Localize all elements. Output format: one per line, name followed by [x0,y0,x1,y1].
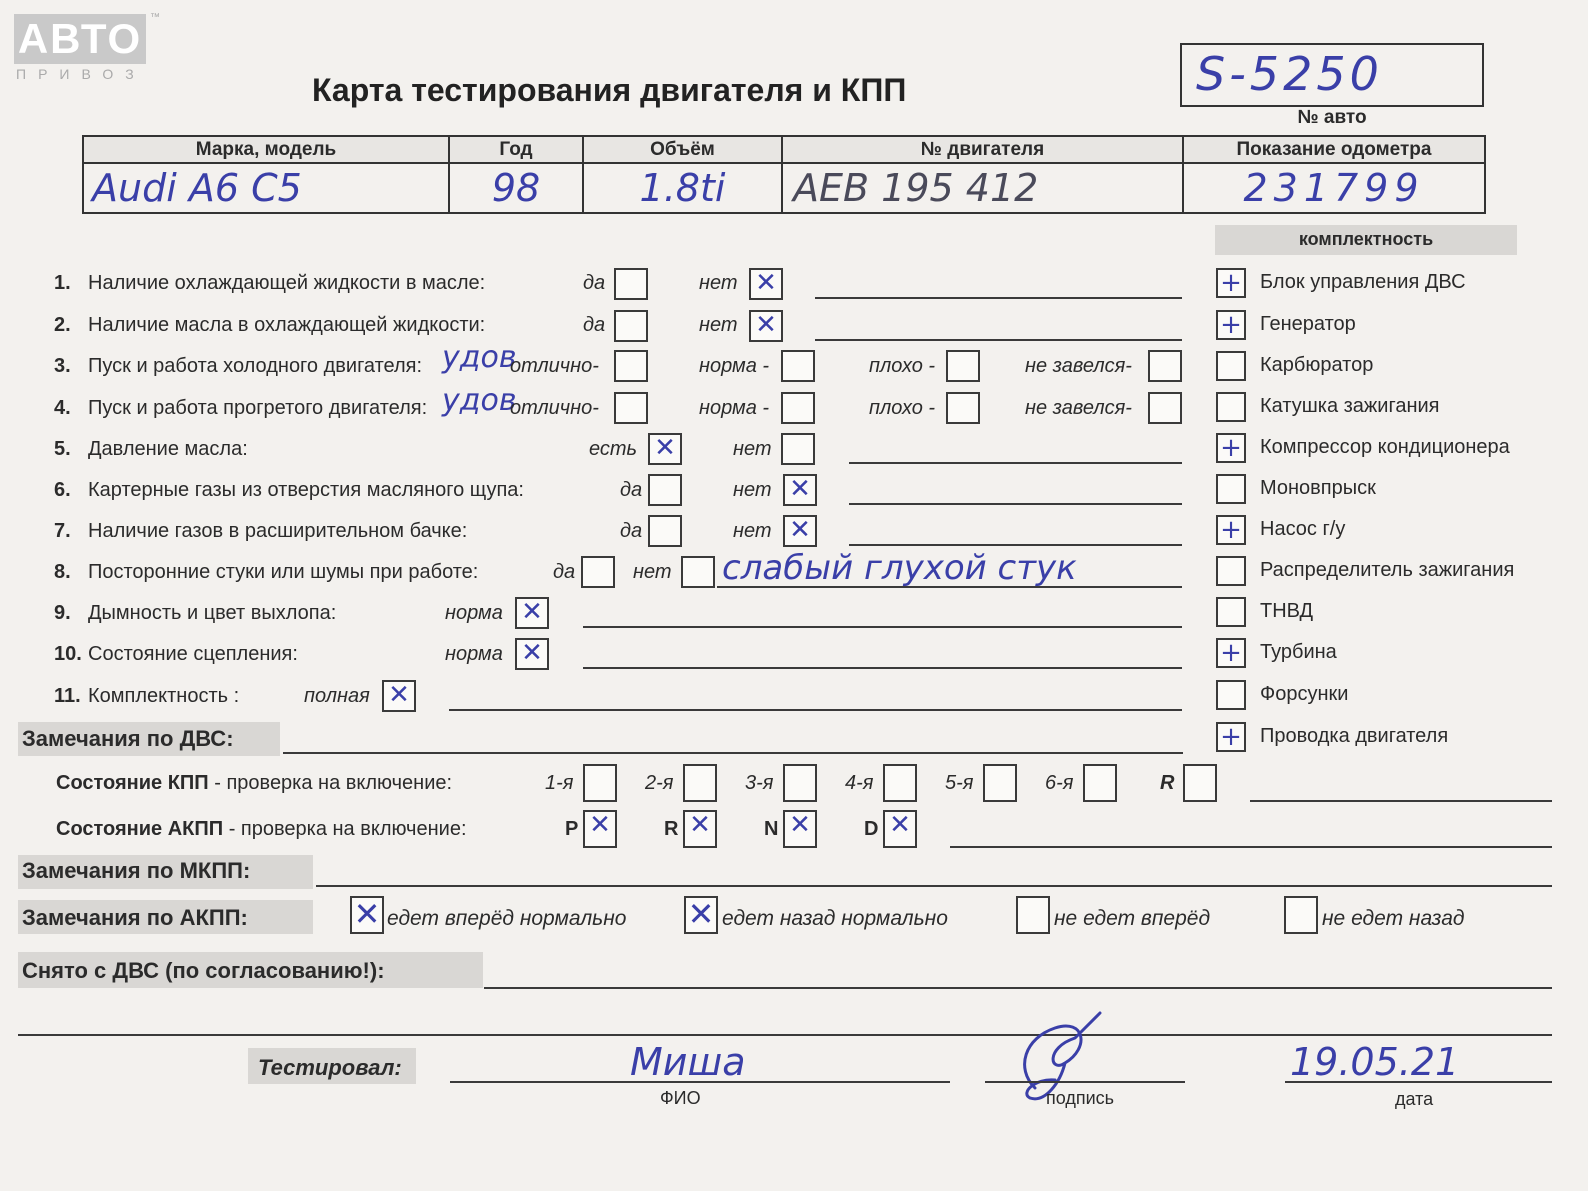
logo-tm: ™ [150,12,160,23]
opt-present-label: есть [589,438,638,460]
question-num: 2. [54,314,71,336]
page-title: Карта тестирования двигателя и КПП [312,72,907,108]
date-line [1285,1081,1552,1083]
akpp-no-backward-checkbox[interactable] [1284,896,1318,934]
signature-line [985,1081,1185,1083]
akpp-label: Состояние АКПП - проверка на включение: [56,818,467,840]
kpp-label: Состояние КПП - проверка на включение: [56,772,453,794]
q7-no-checkbox[interactable]: ✕ [783,515,817,547]
kit-checkbox[interactable] [1216,351,1246,381]
kpp-gear-checkbox[interactable] [1083,764,1117,802]
kit-label: Турбина [1260,641,1337,663]
gear-label: 1-я [545,772,574,794]
opt-no-label: нет [733,479,772,501]
remarks-dvs-line [283,752,1183,754]
akpp-backward-ok-checkbox[interactable]: ✕ [684,896,718,934]
q5-no-checkbox[interactable] [781,433,815,465]
opt-no-label: нет [733,520,772,542]
question-text: Посторонние стуки или шумы при работе: [88,561,479,583]
opt-no-label: нет [633,561,672,583]
remarks-dvs-label: Замечания по ДВС: [22,726,234,751]
q3-nostart-checkbox[interactable] [1148,350,1182,382]
akpp-gear-label: P [565,818,579,840]
akpp-gear-checkbox[interactable]: ✕ [583,810,617,848]
q4-nostart-checkbox[interactable] [1148,392,1182,424]
question-num: 6. [54,479,71,501]
remarks-akpp-label: Замечания по АКПП: [22,905,248,930]
kpp-gear-checkbox[interactable] [883,764,917,802]
question-num: 4. [54,397,71,419]
logo-sub: ПРИВОЗ [16,66,146,82]
kit-checkbox[interactable]: + [1216,722,1246,752]
signature-label: подпись [1046,1088,1115,1108]
question-text: Наличие газов в расширительном бачке: [88,520,468,542]
q2-note-line [815,339,1182,341]
question-num: 3. [54,355,71,377]
opt-norm-label: норма [445,602,503,624]
year-value: 98 [449,163,583,213]
test-date: 19.05.21 [1290,1040,1460,1084]
kit-label: Форсунки [1260,683,1349,705]
question-text: Пуск и работа прогретого двигателя: [88,397,428,419]
logo-main: АВТО [14,14,146,64]
make-model-value: Audi A6 C5 [83,163,449,213]
q1-no-checkbox[interactable]: ✕ [749,268,783,300]
removed-label: Снято с ДВС (по согласованию!): [22,958,385,983]
kit-label: Проводка двигателя [1260,725,1449,747]
opt-no-label: нет [699,272,738,294]
tested-by-label: Тестировал: [258,1055,402,1080]
kit-label: Компрессор кондиционера [1260,436,1510,458]
col-year: Год [449,136,583,163]
akpp-forward-ok-checkbox[interactable]: ✕ [350,896,384,934]
question-text: Наличие охлаждающей жидкости в масле: [88,272,486,294]
kit-checkbox[interactable] [1216,474,1246,504]
kpp-gear-checkbox[interactable] [583,764,617,802]
opt-yes-label: да [583,314,606,336]
q7-yes-checkbox[interactable] [648,515,682,547]
question-text: Дымность и цвет выхлопа: [88,602,337,624]
remarks-mkpp-label: Замечания по МКПП: [22,858,251,883]
question-num: 5. [54,438,71,460]
kit-title: комплектность [1298,229,1434,249]
q3-bad-checkbox[interactable] [946,350,980,382]
avto-privoz-logo [14,14,146,82]
q8-yes-checkbox[interactable] [581,556,615,588]
kit-label: Карбюратор [1260,354,1374,376]
opt-bad-label: плохо - [869,397,936,419]
opt-nostart-label: не завелся- [1025,397,1132,419]
q3-excellent-checkbox[interactable] [614,350,648,382]
akpp-note-line [950,846,1552,848]
car-number-box [1180,43,1484,107]
col-make-model: Марка, модель [83,136,449,163]
car-number: S-5250 [1196,47,1383,101]
kit-checkbox[interactable]: + [1216,268,1246,298]
q7-note-line [849,544,1182,546]
tester-name: Миша [630,1040,746,1084]
q10-norm-checkbox[interactable]: ✕ [515,638,549,670]
question-num: 1. [54,272,71,294]
kit-label: Блок управления ДВС [1260,271,1466,293]
remarks-mkpp-line [316,885,1552,887]
opt-yes-label: да [620,479,643,501]
q4-bad-checkbox[interactable] [946,392,980,424]
opt-bad-label: плохо - [869,355,936,377]
removed-line [484,987,1552,989]
opt-norm-label: норма [445,643,503,665]
q11-note-line [449,709,1182,711]
col-odometer: Показание одометра [1183,136,1485,163]
opt-nostart-label: не завелся- [1025,355,1132,377]
odometer-value: 231799 [1183,163,1485,213]
question-num: 9. [54,602,71,624]
col-volume: Объём [583,136,782,163]
kit-label: Распределитель зажигания [1260,559,1515,581]
question-num: 10. [54,643,82,665]
question-num: 11. [54,685,81,707]
q4-norm-checkbox[interactable] [781,392,815,424]
kit-checkbox[interactable] [1216,392,1246,422]
akpp-gear-label: R [664,818,679,840]
q9-norm-checkbox[interactable]: ✕ [515,597,549,629]
kit-label: Насос г/у [1260,518,1346,540]
car-number-label: № авто [1297,107,1367,128]
q4-handwritten: удов [442,383,517,418]
opt-yes-label: да [553,561,576,583]
question-num: 7. [54,520,71,542]
q5-present-checkbox[interactable]: ✕ [648,433,682,465]
question-num: 8. [54,561,71,583]
q8-handwritten: слабый глухой стук [722,548,1077,588]
car-info-table [82,135,1486,214]
fio-line [450,1081,950,1083]
opt-norm-label: норма - [699,397,770,419]
kit-label: ТНВД [1260,600,1314,622]
gear-label: R [1160,772,1175,794]
q10-note-line [583,667,1182,669]
volume-value: 1.8ti [583,163,782,213]
akpp-remark-text: не едет назад [1322,907,1465,930]
kpp-gear-checkbox[interactable] [783,764,817,802]
q2-no-checkbox[interactable]: ✕ [749,310,783,342]
opt-full-label: полная [304,685,370,707]
q8-no-checkbox[interactable] [681,556,715,588]
gear-label: 3-я [745,772,774,794]
kpp-gear-checkbox[interactable] [1183,764,1217,802]
kit-checkbox[interactable]: + [1216,638,1246,668]
akpp-gear-checkbox[interactable]: ✕ [883,810,917,848]
kit-checkbox[interactable] [1216,556,1246,586]
q11-full-checkbox[interactable]: ✕ [382,680,416,712]
opt-no-label: нет [733,438,772,460]
akpp-remark-text: едет вперёд нормально [387,907,627,930]
q6-yes-checkbox[interactable] [648,474,682,506]
opt-excellent-label: отлично- [510,397,599,419]
question-text: Пуск и работа холодного двигателя: [88,355,423,377]
question-text: Состояние сцепления: [88,643,298,665]
akpp-gear-label: D [864,818,879,840]
q3-norm-checkbox[interactable] [781,350,815,382]
akpp-gear-checkbox[interactable]: ✕ [683,810,717,848]
kit-label: Катушка зажигания [1260,395,1440,417]
col-engine-no: № двигателя [782,136,1183,163]
q3-handwritten: удов [442,340,517,375]
gear-label: 4-я [845,772,874,794]
akpp-gear-checkbox[interactable]: ✕ [783,810,817,848]
kit-checkbox[interactable]: + [1216,515,1246,545]
q1-yes-checkbox[interactable] [614,268,648,300]
q8-note-line [717,586,1182,588]
fio-label: ФИО [660,1088,701,1108]
question-text: Картерные газы из отверстия масляного щупа: [88,479,524,501]
question-text: Давление масла: [88,438,248,460]
q1-note-line [815,297,1182,299]
kpp-gear-checkbox[interactable] [983,764,1017,802]
date-label: дата [1395,1089,1434,1109]
kit-label: Генератор [1260,313,1356,335]
kit-checkbox[interactable]: + [1216,310,1246,340]
gear-label: 5-я [945,772,974,794]
q4-excellent-checkbox[interactable] [614,392,648,424]
q6-no-checkbox[interactable]: ✕ [783,474,817,506]
q9-note-line [583,626,1182,628]
q5-note-line [849,462,1182,464]
akpp-remark-text: не едет вперёд [1054,907,1211,930]
kit-label: Моновпрыск [1260,477,1376,499]
opt-norm-label: норма - [699,355,770,377]
q6-note-line [849,503,1182,505]
akpp-no-forward-checkbox[interactable] [1016,896,1050,934]
kit-checkbox[interactable]: + [1216,433,1246,463]
opt-yes-label: да [620,520,643,542]
question-text: Комплектность : [88,685,240,707]
q2-yes-checkbox[interactable] [614,310,648,342]
kit-checkbox[interactable] [1216,597,1246,627]
kit-checkbox[interactable] [1216,680,1246,710]
gear-label: 2-я [645,772,674,794]
opt-no-label: нет [699,314,738,336]
akpp-gear-label: N [764,818,779,840]
extra-line [18,1034,1552,1036]
kpp-gear-checkbox[interactable] [683,764,717,802]
opt-excellent-label: отлично- [510,355,599,377]
akpp-remark-text: едет назад нормально [722,907,948,930]
opt-yes-label: да [583,272,606,294]
engine-no-value: AEB 195 412 [782,163,1183,213]
question-text: Наличие масла в охлаждающей жидкости: [88,314,486,336]
kpp-note-line [1250,800,1552,802]
gear-label: 6-я [1045,772,1074,794]
